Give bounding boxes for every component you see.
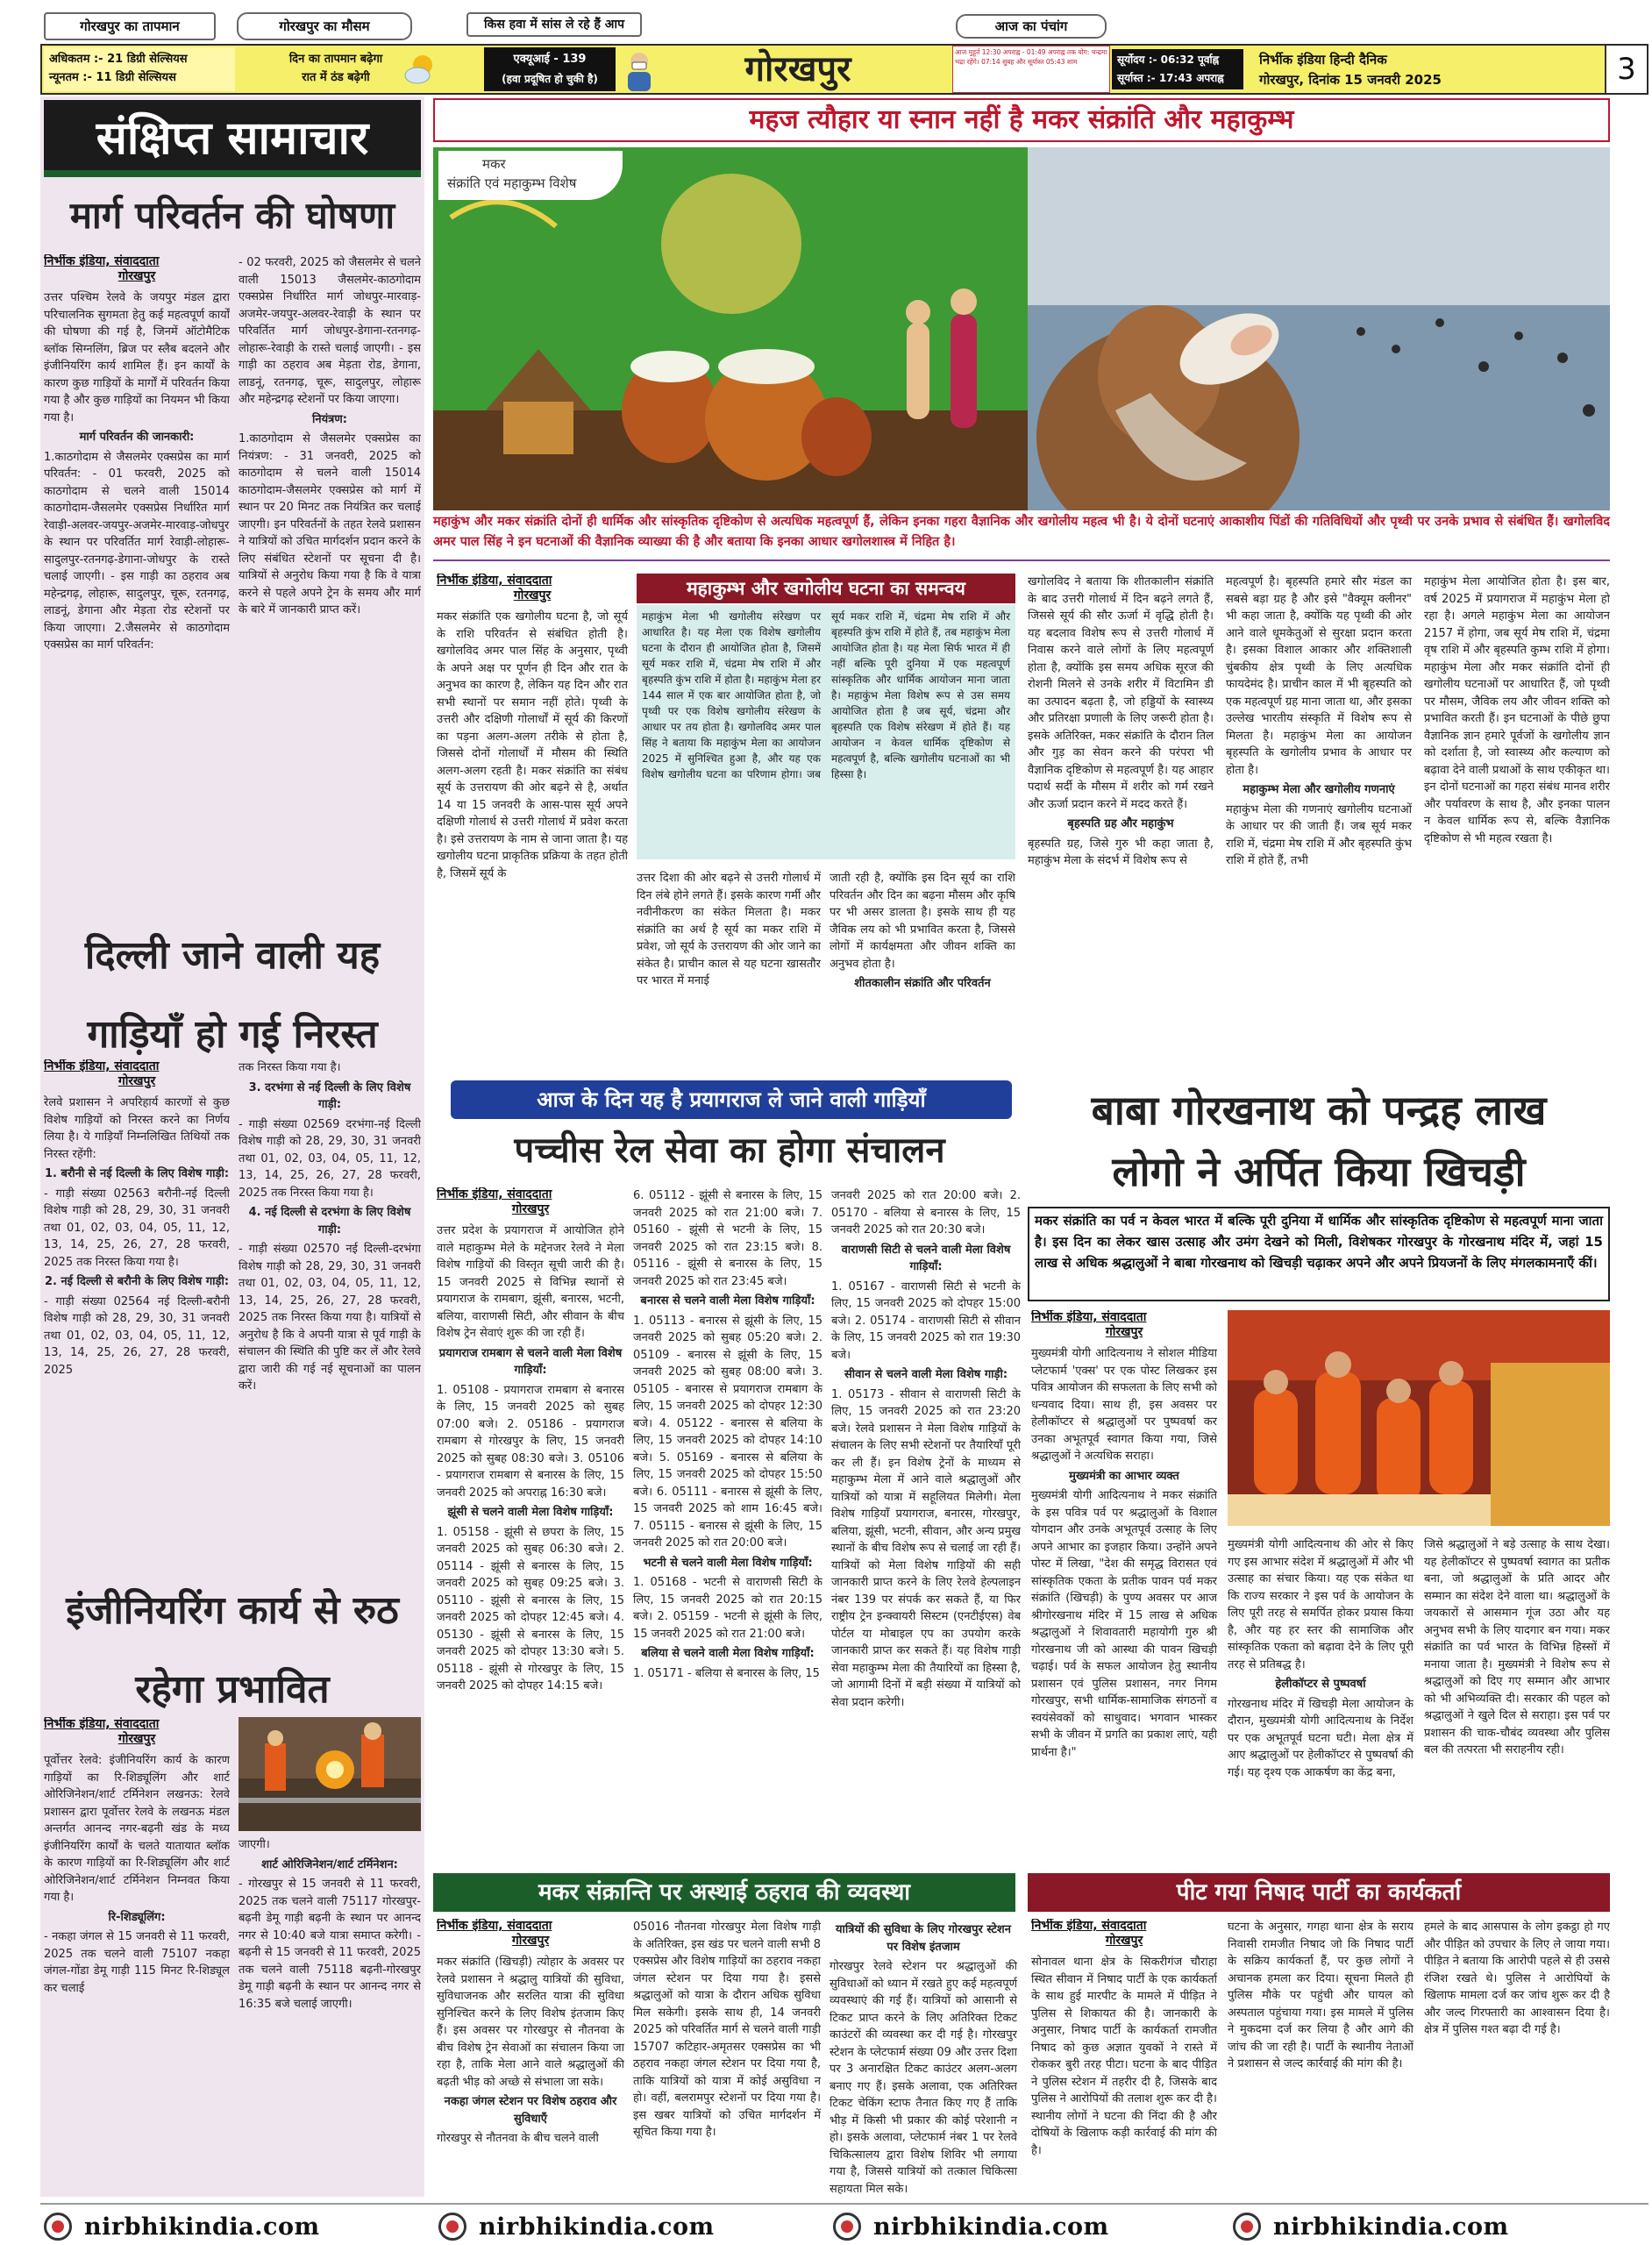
subheading: शीतकालीन संक्रांति और परिवर्तन xyxy=(854,977,991,990)
min-temp: न्यूनतम :- 11 डिग्री सेल्सियस xyxy=(49,71,176,84)
article-text xyxy=(437,1954,624,2148)
footer-item xyxy=(833,2208,1109,2245)
subheading: मुख्यमंत्री का आभार व्यक्त xyxy=(1069,1469,1179,1483)
article-text xyxy=(1031,1954,1217,2159)
paragraph: गोरखपुर से नौतनवा के बीच चलने वाली xyxy=(437,2132,599,2145)
tab-temperature: गोरखपुर का तापमान xyxy=(44,12,216,40)
halt-band-heading: मकर संक्रान्ति पर अस्थाई ठहराव की व्यवस्था xyxy=(433,1873,1015,1912)
paragraph: - 02 फरवरी, 2025 को जैसलमेर से चलने वाली 15013 जैसलमेर-काठगोदाम एक्सप्रेस निर्धारित मार्ग जोधपुर-मारवाड़-अजमेर-जयपुर-अलवर-रेवाड़ी के स्थान पर परिवर्तित मार्ग जोधपुर-डेगाना-रतनगढ़-लोहारू-रेवाड़ी के रास्ते चलाई जाएगी। - इस गाड़ी का ठहराव अब मेड़ता रोड, डेगाना, लाडनूं, रतनगढ़, चूरू, सादुलपुर, लोहारू और महेन्द्रगढ़ स्टेशनों पर किया जाएगा। xyxy=(239,256,421,406)
panchang-text: आज मुहूर्त 12:30 अपराह्न - 01:49 अपराह्न तक योग: चन्द्रमा भद्रा रहेंगे। 07:14 सुबह और सूर्यास्त 05:43 शाम xyxy=(952,46,1110,93)
subheading: प्रयागराज रामबाग से चलने वाली मेला विशेष गाड़ियाँ: xyxy=(438,1346,623,1377)
press-logo-icon xyxy=(833,2213,861,2241)
footer-rule xyxy=(40,2203,1648,2205)
gorakhnath-intro: मकर संक्रांति का पर्व न केवल भारत में बल्कि पूरी दुनिया में धार्मिक और सांस्कृतिक दृष्टिकोण से महत्वपूर्ण माना जाता है। इस दिन का लेकर खास उत्साह और उमंग देखने को मिली, विशेषकर गोरखपुर के गोरखनाथ मंदिर में, जहां 15 लाख से अधिक श्रद्धालुओं ने बाबा गोरखनाथ को खिचड़ी चढ़ाकर अपने और अपने प्रियजनों के लिए मंगलकामनाएँ कीं। xyxy=(1028,1207,1610,1301)
byline-city: गोरखपुर xyxy=(1105,1325,1143,1339)
max-temp: अधिकतम :- 21 डिग्री सेल्सियस xyxy=(49,53,188,66)
subheading: 3. दरभंगा से नई दिल्ली के लिए विशेष गाड़ी: xyxy=(248,1080,411,1111)
article-text xyxy=(1228,1919,1413,2073)
byline xyxy=(1031,1919,1217,1949)
sunset-time: सूर्यास्त :- 17:43 अपराह्न xyxy=(1117,72,1224,84)
byline xyxy=(44,254,230,284)
subheading: यात्रियों की सुविधा के लिए गोरखपुर स्टेशन पर विशेष इंतजाम xyxy=(836,1923,1011,1954)
nishad-band-heading: पीट गया निषाद पार्टी का कार्यकर्ता xyxy=(1028,1873,1610,1912)
weather-line-2: रात में ठंड बढ़ेगी xyxy=(302,71,370,84)
sidebar-article-1-col-2 xyxy=(239,254,421,899)
rail-headline: पच्चीस रेल सेवा का होगा संचालन xyxy=(514,1130,945,1171)
paragraph: घटना के अनुसार, गगहा थाना क्षेत्र के सराय निवासी रामजीत निषाद जो कि निषाद पार्टी के सक्रिय कार्यकर्ता हैं, पर कुछ लोगों ने अचानक हमला कर दिया। सूचना मिलते ही पुलिस मौके पर पहुंची और घायल को अस्पताल पहुंचाया गया। इस मामले में पुलिस ने मुकदमा दर्ज कर लिया है और आगे की जांच की जा रही है। पार्टी के स्थानीय नेताओं ने प्रशासन से जल्द कार्रवाई की मांग की है। xyxy=(1228,1921,1413,2070)
sidebar-article-1-col-1 xyxy=(44,254,230,899)
subheading: बृहस्पति ग्रह और महाकुंभ xyxy=(1067,817,1174,830)
article-text xyxy=(1424,1919,1610,2039)
paragraph: 1.काठगोदाम से जैसलमेर एक्सप्रेस का मार्ग परिवर्तन: - 01 फरवरी, 2025 को काठगोदाम से चलने वाली 15014 काठगोदाम-जैसलमेर एक्सप्रेस निर्धारित मार्ग रेवाड़ी-अलवर-जयपुर-अजमेर-मारवाड़-जोधपुर के स्थान पर परिवर्तित मार्ग रेवाड़ी-लोहारू-सादुलपुर-रतनगढ़-डेगाना-जोधपुर के रास्ते चलाई जाएगी। - इस गाड़ी का ठहराव अब महेन्द्रगढ़, लोहारू, सादुलपुर, चूरू, रतनगढ़, लाडनूं, डेगाना और मेड़ता रोड स्टेशनों पर किया जाएगा। 2.जैसलमेर से काठगोदाम एक्सप्रेस का मार्ग परिवर्तन: xyxy=(44,450,230,652)
paragraph: 1. 05158 - झूंसी से छपरा के लिए, 15 जनवरी 2025 को सुबह 06:30 बजे। 2. 05114 - झूंसी से बनारस के लिए, 15 जनवरी 2025 को सुबह 09:25 बजे। 3. 05110 - झूंसी से बनारस के लिए, 15 जनवरी 2025 को दोपहर 12:45 बजे। 4. 05130 - झूंसी से बनारस के लिए, 15 जनवरी 2025 को दोपहर 13:30 बजे। 5. 05118 - झूंसी से गोरखपुर के लिए, 15 जनवरी 2025 को दोपहर 14:15 बजे। xyxy=(437,1525,624,1693)
aqi-value: एक्यूआई - 139 xyxy=(513,53,587,66)
rail-col-3 xyxy=(831,1187,1021,1871)
paragraph: - गोरखपुर से 15 जनवरी से 11 फरवरी, 2025 तक चलने वाली 75117 गोरखपुर-बढ़नी डेमू गाड़ी बढ़नी के स्थान पर आनन्द नगर से 10:40 बजे यात्रा समाप्त करेगी। - बढ़नी से 15 जनवरी से 11 फरवरी, 2025 तक चलने वाली 75118 बढ़नी-गोरखपुर डेमू गाड़ी बढ़नी के स्थान पर आनन्द नगर से 16:35 बजे चलाई जाएगी। xyxy=(239,1878,421,2011)
photo-tag-line-1: मकर xyxy=(482,156,506,172)
gorakhnath-headline-2: लोगो ने अर्पित किया खिचड़ी xyxy=(1112,1148,1526,1195)
weather-icon xyxy=(402,49,440,88)
paragraph: मुख्यमंत्री योगी आदित्यनाथ ने सोशल मीडिया प्लेटफार्म 'एक्स' पर एक पोस्ट लिखकर इस पवित्र आयोजन की सफलता के लिए सभी को धन्यवाद दिया। साथ ही, इस अवसर पर हेलीकॉप्टर से श्रद्धालुओं पर पुष्पवर्षा कर उनका अभूतपूर्व स्वागत किया गया, जिसे श्रद्धालुओं ने अत्यधिक सराहा। xyxy=(1031,1347,1217,1463)
article-text xyxy=(633,1187,822,1682)
paragraph: मुख्यमंत्री योगी आदित्यनाथ की ओर से किए गए इस आभार संदेश में श्रद्धालुओं में और भी उत्साह का संचार किया। यह एक संकेत था कि राज्य सरकार ने इस पर्व के आयोजन के लिए पूरी तरह से समर्पित होकर प्रयास किया है, और यह हर स्तर की सामाजिक और सांस्कृतिक एकता को बढ़ावा देने के लिए पूरी तरह से प्रतिबद्ध है। xyxy=(1228,1538,1413,1671)
subheading: नियंत्रण: xyxy=(312,412,347,426)
lead-col-2 xyxy=(637,870,821,1073)
byline-city: गोरखपुर xyxy=(511,1934,550,1948)
lead-col-1 xyxy=(437,574,628,1073)
article-text xyxy=(437,1222,624,1695)
paragraph: महाकुंभ मेला की गणनाएं खगोलीय घटनाओं के आधार पर की जाती हैं। जब सूर्य मकर राशि में, चंद्रमा मेष राशि में और बृहस्पति कुंभ राशि में होते हैं, तभी xyxy=(1226,802,1412,867)
byline-city: गोरखपुर xyxy=(1105,1934,1143,1948)
article-text xyxy=(830,1921,1017,2198)
paragraph: हमले के बाद आसपास के लोग इकट्ठा हो गए और पीड़ित को उपचार के लिए ले जाया गया। पीड़ित ने बताया कि आरोपी पहले से ही उससे रंजिश रखते थे। पुलिस ने आरोपियों के खिलाफ मामला दर्ज कर जांच शुरू कर दी है और जल्द गिरफ्तारी का आश्वासन दिया है। क्षेत्र में पुलिस गश्त बढ़ा दी गई है। xyxy=(1424,1921,1610,2036)
byline-name: निर्भीक इंडिया, संवाददाता xyxy=(44,1717,160,1731)
subheading: बलिया से चलने वाली मेला विशेष गाड़ियाँ: xyxy=(641,1647,815,1660)
subheading: महाकुम्भ मेला और खगोलीय गणनाएं xyxy=(1243,783,1395,796)
article-text xyxy=(1228,1536,1413,1781)
byline-name: निर्भीक इंडिया, संवाददाता xyxy=(437,1187,552,1201)
lead-col-6 xyxy=(1424,574,1610,1073)
tab-aqi: किस हवा में सांस ले रहे हैं आप xyxy=(466,12,642,37)
gorakhnath-col-3 xyxy=(1424,1536,1610,1871)
paragraph: गोरखनाथ मंदिर में खिचड़ी मेला आयोजन के दौरान, मुख्यमंत्री योगी आदित्यनाथ के निर्देश पर एक अभूतपूर्व घटना घटी। मेला क्षेत्र में आए श्रद्धालुओं पर हेलीकॉप्टर से पुष्पवर्षा की गई। यह दृश्य एक आकर्षण का केंद्र बना, xyxy=(1228,1697,1413,1779)
paragraph: 1. 05168 - भटनी से वाराणसी सिटी के लिए, 15 जनवरी 2025 को रात 20:15 बजे। 2. 05159 - भटनी से झूंसी के लिए, 15 जनवरी 2025 को रात 21:00 बजे। xyxy=(633,1576,822,1641)
sidebar-article-3-col-1 xyxy=(44,1717,230,2195)
paragraph: जनवरी 2025 को रात 20:00 बजे। 2. 05170 - बलिया से बनारस के लिए, 15 जनवरी 2025 को रात 20:30 बजे। xyxy=(831,1189,1021,1237)
lead-col-5 xyxy=(1226,574,1412,1073)
press-logo-icon xyxy=(1233,2213,1261,2241)
byline-name: निर्भीक इंडिया, संवाददाता xyxy=(437,574,552,588)
nishad-col-3 xyxy=(1424,1919,1610,2199)
article-text xyxy=(1028,574,1214,870)
byline xyxy=(44,1717,230,1747)
paragraph: - नकहा जंगल से 15 जनवरी से 11 फरवरी, 2025 तक चलने वाली 75107 नकहा जंगल-गोंडा डेमू गाड़ी 115 मिनट रि-शिड्यूल कर चलाई xyxy=(44,1930,230,1995)
science-box xyxy=(637,605,1015,859)
science-box-text: महाकुंभ मेला भी खगोलीय संरेखण पर आधारित है। यह मेला एक विशेष खगोलीय घटना के दौरान ही आयोजित होता है, जिसमें सूर्य मकर राशि में, चंद्रमा मेष राशि में और बृहस्पति कुंभ राशि में होता है। महाकुंभ मेला हर 144 साल में एक बार आयोजित होता है, जो पृथ्वी पर एक विशेष खगोलीय संरेखण के आधार पर तय होता है। खगोलविद अमर पाल सिंह ने बताया कि महाकुंभ मेला का आयोजन 2025 में सुनिश्चित हुआ है, और यह एक विशेष खगोलीय घटना का परिणाम होगा। जब सूर्य मकर राशि में, चंद्रमा मेष राशि में और बृहस्पति कुंभ राशि में होते हैं, तब महाकुंभ मेला आयोजित होता है। यह मेला सिर्फ भारत में ही नहीं बल्कि पूरी दुनिया में एक महत्वपूर्ण सांस्कृतिक और धार्मिक आयोजन माना जाता है। महाकुंभ मेला विशेष रूप से उस समय आयोजित होता है जब सूर्य, चंद्रमा और बृहस्पति एक विशेष संरेखण में होते हैं। यह आयोजन न केवल धार्मिक दृष्टिकोण से महत्वपूर्ण है, बल्कि खगोलीय घटनाओं का भी हिस्सा है। xyxy=(642,610,1010,780)
tab-panchang: आज का पंचांग xyxy=(956,14,1107,39)
aqi-box xyxy=(484,47,616,91)
article-text xyxy=(1031,1345,1217,1761)
paragraph: मकर संक्रांति एक खगोलीय घटना है, जो सूर्य के राशि परिवर्तन से संबंधित होती है। खगोलविद अमर पाल सिंह के अनुसार, पृथ्वी के अपने अक्ष पर पूर्णन ही दिन और रात के अनुभव का कारण है, लेकिन यह दिन और रात सभी स्थानों पर समान नहीं होते। पृथ्वी के उत्तरी और दक्षिणी गोलार्धों में सूर्य की किरणों का पड़ना अलग-अलग तरीके से होता है, जिससे दोनों गोलार्धों में मौसम की स्थिति अलग-अलग रहती है। मकर संक्रांति का संबंध सूर्य के उत्तरायण की ओर बढ़ने से है, अर्थात 14 या 15 जनवरी के आस-पास सूर्य अपने दक्षिणी गोलार्ध से उत्तरी गोलार्ध में प्रवेश करता है। इसे उत्तरायण के नाम से जाना जाता है। यह खगोलीय घटना प्राकृतिक प्रक्रिया के तहत होती है, जिसमें सूर्य के xyxy=(437,610,628,880)
paragraph: - गाड़ी संख्या 02563 बरौनी-नई दिल्ली विशेष गाड़ी को 28, 29, 30, 31 जनवरी तथा 01, 02, 03, 04, 05, 11, 12, 13, 14, 25, 26, 27, 28 फरवरी, 2025 तक निरस्त किया गया है। xyxy=(44,1187,230,1269)
byline xyxy=(1031,1310,1217,1340)
page-number: 3 xyxy=(1605,46,1647,93)
halt-col-3 xyxy=(830,1919,1017,2199)
article-text xyxy=(239,1059,421,1395)
science-box-title: महाकुम्भ और खगोलीय घटना का समन्वय xyxy=(637,574,1015,603)
article-text xyxy=(637,870,821,990)
lead-photo-festival xyxy=(433,147,1028,510)
subheading: शार्ट ओरिजिनेशन/शार्ट टर्मिनेशन: xyxy=(261,1857,398,1871)
photo-tag xyxy=(438,151,623,200)
byline-city: गोरखपुर xyxy=(117,1732,156,1746)
gorakhnath-headline-1: बाबा गोरखनाथ को पन्द्रह लाख xyxy=(1091,1087,1547,1134)
subheading: भटनी से चलने वाली मेला विशेष गाड़ियाँ: xyxy=(643,1556,813,1570)
nishad-col-2 xyxy=(1228,1919,1413,2199)
paragraph: महाकुंभ मेला आयोजित होता है। इस बार, वर्ष 2025 में प्रयागराज में महाकुंभ मेला हो रहा है। अगले महाकुंभ मेला का आयोजन 2157 में होगा, जब सूर्य मेष राशि में, चंद्रमा वृष राशि में और बृहस्पति कुम्भ राशि में होगा। महाकुंभ मेला और मकर संक्रांति दोनों ही खगोलीय घटनाओं पर आधारित हैं, जो पृथ्वी पर मौसम, जैविक लय और जीवन शक्ति को प्रभावित करती हैं। इन घटनाओं के पीछे छुपा वैज्ञानिक ज्ञान हमारे पूर्वजों के खगोलीय ज्ञान को दर्शाता है, जो स्वास्थ्य और कल्याण को बढ़ावा देने वाली प्रथाओं के साथ एकीकृत था। इन दोनों घटनाओं का गहरा संबंध मानव शरीर और पर्यावरण के साथ है, और इनका पालन न केवल धार्मिक रूप से, बल्कि वैज्ञानिक दृष्टिकोण से भी महत्व रखता है। xyxy=(1424,575,1610,845)
footer-item xyxy=(44,2208,320,2245)
temple-photo xyxy=(1228,1310,1610,1526)
aqi-note: (हवा प्रदूषित हो चुकी है) xyxy=(502,73,598,85)
sidebar-title: संक्षिप्त सामाचार xyxy=(44,100,421,177)
byline-city: गोरखपुर xyxy=(511,1202,550,1216)
byline xyxy=(437,574,628,603)
subheading: 2. नई दिल्ली से बरौनी के लिए विशेष गाड़ी: xyxy=(44,1275,230,1288)
paragraph: उत्तर पश्चिम रेलवे के जयपुर मंडल द्वारा परिचालनिक सुगमता हेतु कई महत्वपूर्ण कार्यों की घोषणा की गई है, जिनमें ऑटोमैटिक ब्लॉक सिग्नलिंग, ब्रिज पर स्लैब बदलने और इंजीनियरिंग कार्य शामिल हैं। इन कार्यों के कारण कुछ गाड़ियों के मार्गों में परिवर्तन किया गया है और कुछ गाड़ियों का नियमन भी किया गया है। xyxy=(44,291,230,424)
paragraph: मुख्यमंत्री योगी आदित्यनाथ ने मकर संक्रांति के इस पवित्र पर्व पर श्रद्धालुओं के विशाल योगदान और उनके अभूतपूर्व उत्साह के लिए अपने आभार का इजहार किया। उन्होंने अपने पोस्ट में लिखा, "देश की समृद्ध विरासत एवं सांस्कृतिक एकता के प्रतीक पावन पर्व मकर संक्रांति (खिचड़ी) के पुण्य अवसर पर आज श्रीगोरखनाथ मंदिर में 15 लाख से अधिक श्रद्धालुओं ने शिवावतारी महायोगी गुरु श्री गोरखनाथ जी को आस्था की पावन खिचड़ी चढ़ाई। पर्व के सफल आयोजन हेतु स्थानीय प्रशासन एवं पुलिस प्रशासन, नगर निगम गोरखपुर, सभी धार्मिक-सामाजिक संगठनों व स्वयंसेवकों को साधुवाद। भगवान भास्कर सभी के जीवन में प्रगति का प्रकाश लाएं, यही प्रार्थना है।" xyxy=(1031,1489,1217,1759)
sidebar-headline-3: इंजीनियरिंग कार्य से रुठ रहेगा प्रभावित xyxy=(66,1588,399,1712)
byline-city: गोरखपुर xyxy=(513,588,552,602)
article-text xyxy=(1226,574,1412,870)
paragraph: 1. 05167 - वाराणसी सिटी से भटनी के लिए, 15 जनवरी 2025 को दोपहर 15:00 बजे। 2. 05174 - वाराणसी सिटी से सीवान के लिए, 15 जनवरी 2025 को रात 19:30 बजे। xyxy=(831,1279,1021,1362)
subheading: नकहा जंगल स्टेशन पर विशेष ठहराव और सुविधाएँ xyxy=(444,2095,617,2126)
dateline: गोरखपुर, दिनांक 15 जनवरी 2025 xyxy=(1259,72,1442,88)
halt-col-1 xyxy=(437,1919,624,2199)
paragraph: तक निरस्त किया गया है। xyxy=(239,1061,341,1074)
article-text xyxy=(437,609,628,882)
railway-work-photo xyxy=(239,1717,421,1831)
paragraph: जिसे श्रद्धालुओं ने बड़े उत्साह के साथ देखा। यह हेलीकॉप्टर से पुष्पवर्षा स्वागत का प्रतीक बना, जो श्रद्धालुओं के प्रति आदर और सम्मान का संदेश देने वाला था। श्रद्धालुओं के जयकारों से आसमान गूंज उठा और यह अनुभव सभी के लिए यादगार बन गया। मकर संक्रांति का पर्व भारत के विभिन्न हिस्सों में मनाया जाता है। मुख्यमंत्री ने विशेष रूप से श्रद्धालुओं को दिए गए सम्मान और आभार को भी अभिव्यक्ति दी। सरकार की पहल को श्रद्धालुओं ने खुले दिल से सराहा। इस पर्व पर प्रशासन की चाक-चौबंद व्यवस्था और पुलिस बल की तत्परता भी सराहनीय रही। xyxy=(1424,1538,1610,1757)
article-text xyxy=(44,1094,230,1379)
byline-name: निर्भीक इंडिया, संवाददाता xyxy=(1031,1919,1147,1933)
byline-city: गोरखपुर xyxy=(117,269,156,283)
sunrise-time: सूर्योदय :- 06:32 पूर्वाह्न xyxy=(1117,53,1220,66)
gorakhnath-col-2 xyxy=(1228,1536,1413,1871)
paragraph: 1.काठगोदाम से जैसलमेर एक्सप्रेस का नियंत्रण: - 31 जनवरी, 2025 को काठगोदाम से चलने वाली 15014 काठगोदाम-जैसलमेर एक्सप्रेस को मार्ग में स्थान पर 20 मिनट तक नियंत्रित कर चलाई जाएगी। इन परिवर्तनों के तहत रेलवे प्रशासन ने यात्रियों को उचित मार्गदर्शन प्रदान करने के लिए संबंधित स्टेशनों पर सूचना दी है। यात्रियों से अनुरोध किया गया है कि वे यात्रा करने से पहले अपने ट्रेन के समय और मार्ग के बारे में जानकारी प्राप्त करें। xyxy=(239,432,421,616)
footer-url[interactable]: nirbhikindia.com xyxy=(1273,2213,1509,2241)
footer-item xyxy=(438,2208,715,2245)
lead-photo-conch xyxy=(1028,147,1610,510)
nishad-col-1 xyxy=(1031,1919,1217,2199)
photo-tag-line-2: संक्रांति एवं महाकुम्भ विशेष xyxy=(447,175,577,191)
paragraph: जाएगी। xyxy=(239,1838,270,1851)
byline-name: निर्भीक इंडिया, संवाददाता xyxy=(44,1059,160,1073)
byline-city: गोरखपुर xyxy=(117,1074,156,1088)
rail-col-1 xyxy=(437,1187,624,1871)
paragraph: - गाड़ी संख्या 02564 नई दिल्ली-बरौनी विशेष गाड़ी को 28, 29, 30, 31 जनवरी तथा 01, 02, 03, 04, 05, 11, 12, 13, 14, 25, 26, 27, 28 फरवरी, 2025 xyxy=(44,1294,230,1377)
article-text xyxy=(44,1752,230,1997)
lead-col-3 xyxy=(830,870,1015,1073)
paragraph: सोनावल थाना क्षेत्र के सिकरीगंज चौराहा स्थित सीवान में निषाद पार्टी के एक कार्यकर्ता के साथ हुई मारपीट के मामले में पीड़ित ने पुलिस से शिकायत की है। जानकारी के अनुसार, निषाद पार्टी के कार्यकर्ता रामजीत निषाद को कुछ अज्ञात युवकों ने रास्ते में रोककर बुरी तरह पीटा। घटना के बाद पीड़ित ने पुलिस स्टेशन में तहरीर दी है, जिसके बाद पुलिस ने आरोपियों की तलाश शुरू कर दी है। स्थानीय लोगों ने घटना की निंदा की है और दोषियों के खिलाफ कड़ी कार्रवाई की मांग की है। xyxy=(1031,1956,1217,2157)
paragraph: महत्वपूर्ण है। बृहस्पति हमारे सौर मंडल का सबसे बड़ा ग्रह है और इसे "वैक्यूम क्लीनर" भी कहा जाता है, क्योंकि यह पृथ्वी की ओर आने वाले धूमकेतुओं से सुरक्षा प्रदान करता है। इसका विशाल आकार और शक्तिशाली चुंबकीय क्षेत्र पृथ्वी के लिए अत्यधिक फायदेमंद है। प्राचीन काल में भी बृहस्पति को एक महत्वपूर्ण ग्रह माना जाता था, और इसका उल्लेख भारतीय संस्कृति में विशेष रूप से मिलता है। महाकुंभ मेला का आयोजन बृहस्पति के खगोलीय प्रभाव के आधार पर होता है। xyxy=(1226,575,1412,777)
paragraph: 1. 05173 - सीवान से वाराणसी सिटी के लिए, 15 जनवरी 2025 को रात 23:20 बजे। रेलवे प्रशासन ने मेला विशेष गाड़ियों के संचालन के लिए सभी स्टेशनों पर तैयारियाँ पूरी कर ली हैं। इन विशेष ट्रेनों के माध्यम से महाकुम्भ मेला में आने वाले श्रद्धालुओं और यात्रियों को यात्रा में सहूलियत मिलेगी। मेला विशेष गाड़ियाँ प्रयागराज, बनारस, गोरखपुर, बलिया, झूंसी, भटनी, सीवान, और अन्य प्रमुख स्थानों के बीच विशेष रूप से चलाई जा रही हैं। यात्रियों को मेला विशेष गाड़ियों की सही जानकारी प्राप्त करने के लिए रेलवे हेल्पलाइन नंबर 139 पर संपर्क कर सकते हैं, या फिर राष्ट्रीय ट्रेन इन्क्वायरी सिस्टम (एनटीईएस) वेब पोर्टल या मोबाइल एप का उपयोग करके जानकारी प्राप्त कर सकते हैं। यह विशेष गाड़ी सेवा महाकुम्भ मेला की तैयारियों का हिस्सा है, जो आगामी दिनों में बड़ी संख्या में यात्रियों को सेवा प्रदान करेगी। xyxy=(831,1387,1021,1709)
paragraph: पूर्वोत्तर रेलवे: इंजीनियरिंग कार्य के कारण गाड़ियों का रि-शिड्यूलिंग और शार्ट ओरिजिनेशन/शार्ट टर्मिनेशन लखनऊ: रेलवे प्रशासन द्वारा पूर्वोत्तर रेलवे के लखनऊ मंडल अन्तर्गत आनन्द नगर-बढ़नी खंड के मध्य इंजीनियरिंग कार्यों के चलते यातायात ब्लॉक के कारण गाड़ियों का रि-शिड्यूलिंग और शार्ट ओरिजिनेशन/शार्ट टर्मिनेशन निम्नवत किया गया है। xyxy=(44,1754,230,1904)
paragraph: गोरखपुर रेलवे स्टेशन पर श्रद्धालुओं की सुविधाओं को ध्यान में रखते हुए कई महत्वपूर्ण व्यवस्थाएं की गई हैं। यात्रियों को आसानी से टिकट प्राप्त करने के लिए अतिरिक्त टिकट काउंटरों की व्यवस्था कर दी गई है। गोरखपुर स्टेशन के प्लेटफार्म संख्या 09 और उत्तर दिशा पर 3 अनारक्षित टिकट काउंटर अलग-अलग बनाए गए हैं। इसके अलावा, एक अतिरिक्त टिकट चेकिंग स्टाफ तैनात किए गए हैं ताकि भीड़ में किसी भी प्रकार की कोई परेशानी न हो। इसके अलावा, प्लेटफार्म नंबर 1 पर रेलवे चिकित्सालय द्वारा विशेष शिविर भी लगाया गया है, जिससे यात्रियों को तत्काल चिकित्सा सहायता मिल सके। xyxy=(830,1960,1017,2196)
sidebar-article-3-col-2 xyxy=(239,1836,421,2195)
article-text xyxy=(239,1836,421,2013)
temperature-box xyxy=(44,47,235,91)
sidebar-headline-1: मार्ग परिवर्तन की घोषणा xyxy=(69,194,395,237)
sidebar-article-2-col-1 xyxy=(44,1059,230,1561)
subheading: वाराणसी सिटी से चलने वाली मेला विशेष गाड़ियाँ: xyxy=(841,1243,1011,1273)
lead-col-4 xyxy=(1028,574,1214,1073)
article-text xyxy=(1424,574,1610,847)
rail-col-2 xyxy=(633,1187,822,1871)
sidebar-article-2-col-2 xyxy=(239,1059,421,1561)
subheading: बनारस से चलने वाली मेला विशेष गाड़ियाँ: xyxy=(640,1294,815,1308)
byline xyxy=(437,1919,624,1949)
city-name: गोरखपुर xyxy=(744,48,851,89)
byline xyxy=(44,1059,230,1089)
sidebar-headline-2: दिल्ली जाने वाली यह गाड़ियाँ हो गई निरस्त xyxy=(84,933,381,1057)
article-text xyxy=(831,1187,1021,1711)
byline-name: निर्भीक इंडिया, संवाददाता xyxy=(437,1919,552,1933)
subheading: 4. नई दिल्ली से दरभंगा के लिए विशेष गाड़ी: xyxy=(248,1206,411,1237)
footer-url[interactable]: nirbhikindia.com xyxy=(84,2213,320,2241)
footer-url[interactable]: nirbhikindia.com xyxy=(479,2213,715,2241)
paragraph: मकर संक्रांति (खिचड़ी) त्योहार के अवसर पर रेलवे प्रशासन ने श्रद्धालु यात्रियों की सुविधा, सुविधाजनक और सरलित यात्रा की सुविधा सुनिश्चित करने के लिए विशेष इंतजाम किए हैं। इस अवसर पर गोरखपुर से नौतनवा के बीच विशेष ट्रेन सेवाओं का संचालन किया जा रहा है, ताकि मेला आने वाले श्रद्धालुओं की बढ़ती भीड़ को अच्छे से संभाला जा सके। xyxy=(437,1956,624,2089)
article-text xyxy=(44,289,230,654)
subheading: हेलीकॉप्टर से पुष्पवर्षा xyxy=(1275,1678,1366,1691)
rail-pill-heading: आज के दिन यह है प्रयागराज ले जाने वाली गाड़ियाँ xyxy=(451,1080,1012,1119)
paragraph: 05016 नौतनवा गोरखपुर मेला विशेष गाड़ी के अतिरिक्त, इस खंड पर चलने वाली सभी 8 एक्सप्रेस और विशेष गाड़ियों का ठहराव नकहा जंगल स्टेशन पर दिया गया है। इससे श्रद्धालुओं को यात्रा के दौरान अधिक सुविधा मिल सकेगी। इसके साथ ही, 14 जनवरी 2025 को परिवर्तित मार्ग से चलने वाली गाड़ी 15707 कटिहार-अमृतसर एक्सप्रेस का भी ठहराव नकहा जंगल स्टेशन पर दिया गया है, ताकि यात्रियों को यात्रा में कोई असुविधा न हो। वहीं, बलरामपुर स्टेशनों पर दिया गया है। इस खबर यात्रियों को उचित मार्गदर्शन में सूचित किया गया है। xyxy=(633,1921,821,2139)
paragraph: बृहस्पति ग्रह, जिसे गुरु भी कहा जाता है, महाकुंभ मेला के संदर्भ में विशेष रूप से xyxy=(1028,837,1214,867)
paragraph: 6. 05112 - झूंसी से बनारस के लिए, 15 जनवरी 2025 को रात 21:00 बजे। 7. 05160 - झूंसी से भटनी के लिए, 15 जनवरी 2025 को रात 23:15 बजे। 8. 05116 - झूंसी से बनारस के लिए, 15 जनवरी 2025 को रात 23:45 बजे। xyxy=(633,1189,822,1288)
lead-caption: महाकुंभ और मकर संक्रांति दोनों ही धार्मिक और सांस्कृतिक दृष्टिकोण से अत्यधिक महत्वपूर्ण हैं, लेकिन इनका गहरा वैज्ञानिक और खगोलीय महत्व भी है। ये दोनों घटनाएं आकाशीय पिंडों की गतिविधियों और पृथ्वी पर उनके प्रभाव से संबंधित हैं। खगोलविद अमर पाल सिंह ने इन घटनाओं की वैज्ञानिक व्याख्या की है और बताया कि इनका आधार खगोलशास्त्र में निहित है। xyxy=(433,515,1610,549)
paragraph: - गाड़ी संख्या 02570 नई दिल्ली-दरभंगा विशेष गाड़ी को 28, 29, 30, 31 जनवरी तथा 01, 02, 03, 04, 05, 11, 12, 13, 14, 25, 26, 27, 28 फरवरी, 2025 तक निरस्त किया गया है। यात्रियों से अनुरोध है कि वे अपनी यात्रा से पूर्व गाड़ी के संचालन की स्थिति की पुष्टि कर लें और रेलवे द्वारा जारी की गई नई सूचनाओं का पालन करें। xyxy=(239,1243,421,1393)
byline-name: निर्भीक इंडिया, संवाददाता xyxy=(44,254,160,268)
footer-item xyxy=(1233,2208,1509,2245)
paragraph: 1. 05171 - बलिया से बनारस के लिए, 15 xyxy=(633,1666,820,1680)
person-mask-icon xyxy=(621,47,658,91)
paragraph: जाती रही है, क्योंकि इस दिन सूर्य का राशि परिवर्तन और दिन का बढ़ना मौसम और कृषि पर भी असर डालता है। इसके साथ ही यह जैविक लय को भी प्रभावित करता है, जिससे लोगों में कार्यक्षमता और जीवन शक्ति का अनुभव होता है। xyxy=(830,872,1015,971)
paragraph: 1. 05113 - बनारस से झूंसी के लिए, 15 जनवरी 2025 को सुबह 05:20 बजे। 2. 05109 - बनारस से झूंसी के लिए, 15 जनवरी 2025 को सुबह 08:00 बजे। 3. 05105 - बनारस से प्रयागराज रामबाग के लिए, 15 जनवरी 2025 को दोपहर 12:30 बजे। 4. 05122 - बनारस से बलिया के लिए, 15 जनवरी 2025 को दोपहर 14:10 बजे। 5. 05169 - बनारस से बलिया के लिए, 15 जनवरी 2025 को दोपहर 15:50 बजे। 6. 05111 - बनारस से झूंसी के लिए, 15 जनवरी 2025 को शाम 16:45 बजे। 7. 05115 - बनारस से झूंसी के लिए, 15 जनवरी 2025 को रात 20:00 बजे। xyxy=(633,1314,822,1550)
subheading: झूंसी से चलने वाली मेला विशेष गाड़ियाँ: xyxy=(447,1506,614,1519)
article-text xyxy=(830,870,1015,993)
press-logo-icon xyxy=(438,2213,466,2241)
paragraph: उत्तर दिशा की ओर बढ़ने से उत्तरी गोलार्ध में दिन लंबे होने लगते हैं। इसके कारण गर्मी और नवीनीकरण का संकेत मिलता है। मकर संक्रांति का अर्थ है सूर्य का मकर राशि में प्रवेश, जो सूर्य के उत्तरायण की ओर जाने का संकेत है। प्राचीन काल से यह घटना खासतौर पर भारत में मनाई xyxy=(637,872,821,987)
paragraph: 1. 05108 - प्रयागराज रामबाग से बनारस के लिए, 15 जनवरी 2025 को सुबह 07:00 बजे। 2. 05186 - प्रयागराज रामबाग से गोरखपुर के लिए, 15 जनवरी 2025 को सुबह 08:30 बजे। 3. 05106 - प्रयागराज रामबाग से बनारस के लिए, 15 जनवरी 2025 को अपराह्न 16:30 बजे। xyxy=(437,1383,624,1500)
paragraph: - गाड़ी संख्या 02569 दरभंगा-नई दिल्ली विशेष गाड़ी को 28, 29, 30, 31 जनवरी तथा 01, 02, 03, 04, 05, 11, 12, 13, 14, 25, 26, 27, 28 फरवरी, 2025 तक निरस्त किया गया है। xyxy=(239,1117,421,1200)
paper-name-box xyxy=(1259,47,1606,91)
weather-line-1: दिन का तापमान बढ़ेगा xyxy=(288,53,383,66)
halt-col-2 xyxy=(633,1919,821,2199)
caption-divider xyxy=(433,559,1610,561)
subheading: रि-शिड्यूलिंग: xyxy=(108,1910,166,1924)
paragraph: रेलवे प्रशासन ने अपरिहार्य कारणों से कुछ विशेष गाड़ियों को निरस्त करने का निर्णय लिया है। ये गाड़ियाँ निम्नलिखित तिथियों तक निरस्त रहेंगी: xyxy=(44,1096,230,1161)
press-logo-icon xyxy=(44,2213,72,2241)
paragraph: उत्तर प्रदेश के प्रयागराज में आयोजित होने वाले महाकुम्भ मेले के मद्देनजर रेलवे ने मेला विशेष गाड़ियों की विस्तृत सूची जारी की है। 15 जनवरी 2025 से विभिन्न स्थानों से प्रयागराज के रामबाग, झूंसी, बनारस, भटनी, बलिया, वाराणसी सिटी, और सीवान के बीच विशेष ट्रेन सेवाएं शुरू की जा रही हैं। xyxy=(437,1224,624,1340)
lead-headline: महज त्यौहार या स्नान नहीं है मकर संक्रांति और महाकुम्भ xyxy=(433,98,1610,142)
article-text xyxy=(1424,1536,1610,1759)
footer-url[interactable]: nirbhikindia.com xyxy=(873,2213,1109,2241)
subheading: मार्ग परिवर्तन की जानकारी: xyxy=(79,431,195,444)
byline xyxy=(437,1187,624,1217)
subheading: सीवान से चलने वाली मेला विशेष गाड़ी: xyxy=(844,1368,1008,1381)
article-text xyxy=(239,254,421,619)
sun-times-box xyxy=(1112,49,1243,89)
byline-name: निर्भीक इंडिया, संवाददाता xyxy=(1031,1310,1147,1324)
paragraph: खगोलविद ने बताया कि शीतकालीन संक्रांति के बाद उत्तरी गोलार्ध में दिन बढ़ने लगते हैं, जिससे सूर्य की सौर ऊर्जा में वृद्धि होती है। यह बदलाव विशेष रूप से उत्तरी गोलार्ध में निवास करने वाले लोगों के लिए महत्वपूर्ण होता है, क्योंकि इस समय अधिक सूरज की रोशनी मिलने से उनके शरीर में विटामिन डी का उत्पादन बढ़ता है, जो हड्डियों के स्वास्थ्य और प्रतिरक्षा प्रणाली के लिए जरूरी होता है। इसके अतिरिक्त, मकर संक्रांति के दौरान तिल और गुड़ का सेवन करने की परंपरा भी वैज्ञानिक दृष्टिकोण से महत्वपूर्ण है। यह आहार पदार्थ सर्दी के मौसम में शरीर को गर्म रखने और ऊर्जा प्रदान करने में मदद करते हैं। xyxy=(1028,575,1214,811)
gorakhnath-col-1 xyxy=(1031,1310,1217,1871)
subheading: 1. बरौनी से नई दिल्ली के लिए विशेष गाड़ी: xyxy=(44,1167,230,1180)
tab-weather: गोरखपुर का मौसम xyxy=(237,12,412,40)
article-text xyxy=(633,1919,821,2142)
paper-name: निर्भीक इंडिया हिन्दी दैनिक xyxy=(1259,52,1387,68)
